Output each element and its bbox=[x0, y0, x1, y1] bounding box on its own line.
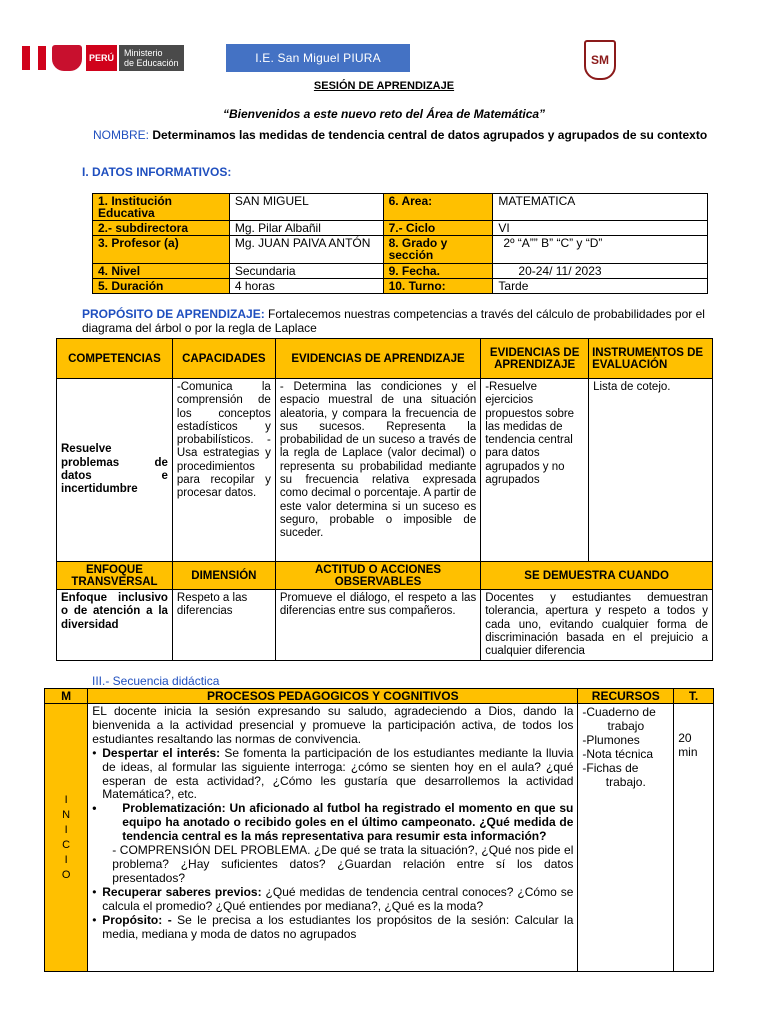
minedu-logo bbox=[52, 44, 222, 72]
table-row bbox=[93, 236, 708, 264]
proposito bbox=[82, 307, 722, 335]
table-row bbox=[45, 689, 714, 704]
bullet-text: ¿Qué medidas de tendencia central conoces? ¿Cómo se calcula el promedio? ¿Qué entiendes por mediana?, ¿Qué es la moda? bbox=[102, 884, 574, 913]
actitud-cell: Promueve el diálogo, el respeto a las diferencias entre sus compañeros. bbox=[275, 590, 480, 661]
bullet-label: Despertar el interés: bbox=[102, 745, 221, 760]
column-header: EVIDENCIAS DE APRENDIZAJE bbox=[481, 339, 589, 379]
column-header: PROCESOS PEDAGOGICOS Y COGNITIVOS bbox=[88, 689, 578, 704]
recursos-cell bbox=[578, 704, 674, 972]
datos-value: SAN MIGUEL bbox=[229, 194, 383, 221]
demuestra-cell: Docentes y estudiantes demuestran tolerancia, apertura y respeto a todos y cada uno, evitando cualquier forma de discriminación basada en el prejuicio a cualquier diferencia bbox=[481, 590, 713, 661]
column-header: RECURSOS bbox=[578, 689, 674, 704]
datos-heading: I. DATOS INFORMATIVOS: bbox=[82, 165, 232, 179]
datos-table bbox=[92, 193, 708, 294]
datos-label: 1. Institución Educativa bbox=[93, 194, 230, 221]
peru-flag-icon bbox=[22, 46, 46, 70]
datos-value: Mg. Pilar Albañil bbox=[229, 221, 383, 236]
list-item bbox=[92, 844, 573, 886]
column-header: COMPETENCIAS bbox=[57, 339, 173, 379]
datos-value: Secundaria bbox=[229, 264, 383, 279]
bullet-text: Problematización: Un aficionado al futbol ha registrado el momento en que su equipo ha anotado o recibido goles en el último campeonato. ¿Qué medida de tendencia central es la más representativa para resumir esta información? bbox=[122, 801, 574, 844]
datos-label: 7.- Ciclo bbox=[383, 221, 493, 236]
datos-label: 3. Profesor (a) bbox=[93, 236, 230, 264]
bullet-text: - COMPRENSIÓN DEL PROBLEMA. ¿De qué se trata la situación?, ¿Qué nos pide el problema? ¿Hay suficientes datos? ¿Guardan relación entre sí los datos presentados? bbox=[112, 843, 574, 885]
evidencias-cell: - Determina las condiciones y el espacio muestral de una situación aleatoria, y compara la frecuencia de sus sucesos. Representa la probabilidad de un suceso a través de la regla de Laplace (valor decimal) o representa su probabilidad mediante su frecuencia relativa expresada como decimal o porcentaje. A partir de este valor determina si un suceso es seguro, probable o imposible de suceder. bbox=[275, 379, 480, 562]
school-badge-icon: SM bbox=[584, 40, 616, 80]
column-header: ENFOQUE TRANSVERSAL bbox=[57, 562, 173, 590]
capacidades-cell: -Comunica la comprensión de los conceptos estadísticos y probabilísticos. -Usa estrategias y procedimientos para recopilar y procesar datos. bbox=[172, 379, 275, 562]
column-header: INSTRUMENTOS DE EVALUACIÓN bbox=[589, 339, 713, 379]
session-name-label: NOMBRE: bbox=[93, 128, 153, 142]
datos-label: 9. Fecha. bbox=[383, 264, 493, 279]
recurso-item: trabajo. bbox=[605, 775, 646, 789]
column-header: CAPACIDADES bbox=[172, 339, 275, 379]
procesos-cell bbox=[88, 704, 578, 972]
logo-minedu-line2: de Educación bbox=[124, 58, 179, 68]
table-row bbox=[93, 264, 708, 279]
column-header: EVIDENCIAS DE APRENDIZAJE bbox=[275, 339, 480, 379]
column-header: T. bbox=[674, 689, 714, 704]
recurso-item: -Nota técnica bbox=[582, 747, 654, 761]
datos-value: 4 horas bbox=[229, 279, 383, 294]
column-header: M bbox=[45, 689, 88, 704]
competencias-table bbox=[56, 338, 713, 661]
list-item bbox=[92, 886, 573, 914]
moment-cell bbox=[45, 704, 88, 972]
competencia-cell: Resuelve problemas de datos e incertidumbre bbox=[57, 379, 173, 562]
datos-value: MATEMATICA bbox=[493, 194, 708, 221]
instrumentos-cell: Lista de cotejo. bbox=[589, 379, 713, 562]
moment-letter: I bbox=[64, 823, 68, 836]
school-banner: I.E. San Miguel PIURA bbox=[226, 44, 410, 72]
session-name-value: Determinamos las medidas de tendencia central de datos agrupados y agrupados de su contexto bbox=[152, 128, 708, 142]
logo-peru-label: PERÚ bbox=[86, 45, 117, 71]
datos-label: 6. Area: bbox=[383, 194, 493, 221]
bullet-text: Se fomenta la participación de los estudiantes mediante la lluvia de ideas, al formular las siguiente interroga: ¿cómo se sienten hoy en el aula? ¿qué esperan de esta actividad?, ¿Cómo les gustaría que desarrollemos la actividad Matemática?, etc. bbox=[102, 745, 574, 802]
page-subtitle: “Bienvenidos a este nuevo reto del Área de Matemática” bbox=[222, 107, 546, 121]
recurso-item: -Cuaderno de bbox=[582, 705, 656, 719]
bullet-label: Propósito: - bbox=[102, 912, 172, 927]
moment-letter: C bbox=[62, 838, 71, 851]
coat-of-arms-icon bbox=[52, 45, 82, 71]
moment-letter: N bbox=[62, 808, 71, 821]
proposito-text: Fortalecemos nuestras competencias a través del cálculo de probabilidades por el diagrama del árbol o por la regla de Laplace bbox=[82, 307, 705, 335]
evidencias2-cell: -Resuelve ejercicios propuestos sobre las medidas de tendencia central para datos agrupados y no agrupados bbox=[481, 379, 589, 562]
list-item bbox=[92, 802, 573, 844]
table-row bbox=[93, 279, 708, 294]
list-item bbox=[92, 914, 573, 942]
table-row bbox=[57, 562, 713, 590]
session-name bbox=[93, 128, 713, 143]
recurso-item: trabajo bbox=[607, 719, 645, 733]
column-header: SE DEMUESTRA CUANDO bbox=[481, 562, 713, 590]
datos-value: VI bbox=[493, 221, 708, 236]
datos-label: 10. Turno: bbox=[383, 279, 493, 294]
datos-value: 2º “A”” B” “C” y “D” bbox=[493, 236, 708, 264]
bullet-label: Recuperar saberes previos: bbox=[102, 884, 262, 899]
intro-text: EL docente inicia la sesión expresando su saludo, agradeciendo a Dios, dando la bienvenida a la actividad presencial y promueve la participación activa, de todos los estudiantes resaltando las normas de convivencia. bbox=[92, 704, 574, 746]
secuencia-heading: III.- Secuencia didáctica bbox=[92, 674, 220, 688]
datos-label: 5. Duración bbox=[93, 279, 230, 294]
enfoque-cell: Enfoque inclusivo o de atención a la diversidad bbox=[57, 590, 173, 661]
secuencia-table bbox=[44, 688, 714, 972]
page-title: SESIÓN DE APRENDIZAJE bbox=[313, 80, 455, 92]
table-row bbox=[57, 339, 713, 379]
logo-minedu-line1: Ministerio bbox=[124, 48, 163, 58]
datos-value: Tarde bbox=[493, 279, 708, 294]
moment-letter: O bbox=[61, 868, 71, 881]
datos-value: 20-24/ 11/ 2023 bbox=[493, 264, 708, 279]
moment-letter: I bbox=[64, 793, 68, 806]
tiempo-cell: 20 min bbox=[674, 704, 714, 972]
logo-minedu-label bbox=[119, 45, 184, 71]
datos-value: Mg. JUAN PAIVA ANTÓN bbox=[229, 236, 383, 264]
bullet-text: Se le precisa a los estudiantes los propósitos de la sesión: Calcular la media, mediana y moda de datos no agrupados bbox=[102, 912, 574, 941]
dimension-cell: Respeto a las diferencias bbox=[172, 590, 275, 661]
table-row bbox=[45, 704, 714, 972]
list-item bbox=[92, 747, 573, 803]
datos-label: 8. Grado y sección bbox=[383, 236, 493, 264]
table-row bbox=[57, 590, 713, 661]
column-header: DIMENSIÓN bbox=[172, 562, 275, 590]
table-row bbox=[57, 379, 713, 562]
recurso-item: -Fichas de bbox=[582, 761, 639, 775]
column-header: ACTITUD O ACCIONES OBSERVABLES bbox=[275, 562, 480, 590]
datos-label: 2.- subdirectora bbox=[93, 221, 230, 236]
recurso-item: -Plumones bbox=[582, 733, 640, 747]
table-row bbox=[93, 221, 708, 236]
table-row bbox=[93, 194, 708, 221]
proposito-label: PROPÓSITO DE APRENDIZAJE: bbox=[82, 307, 265, 321]
moment-letter: I bbox=[64, 853, 68, 866]
datos-label: 4. Nivel bbox=[93, 264, 230, 279]
